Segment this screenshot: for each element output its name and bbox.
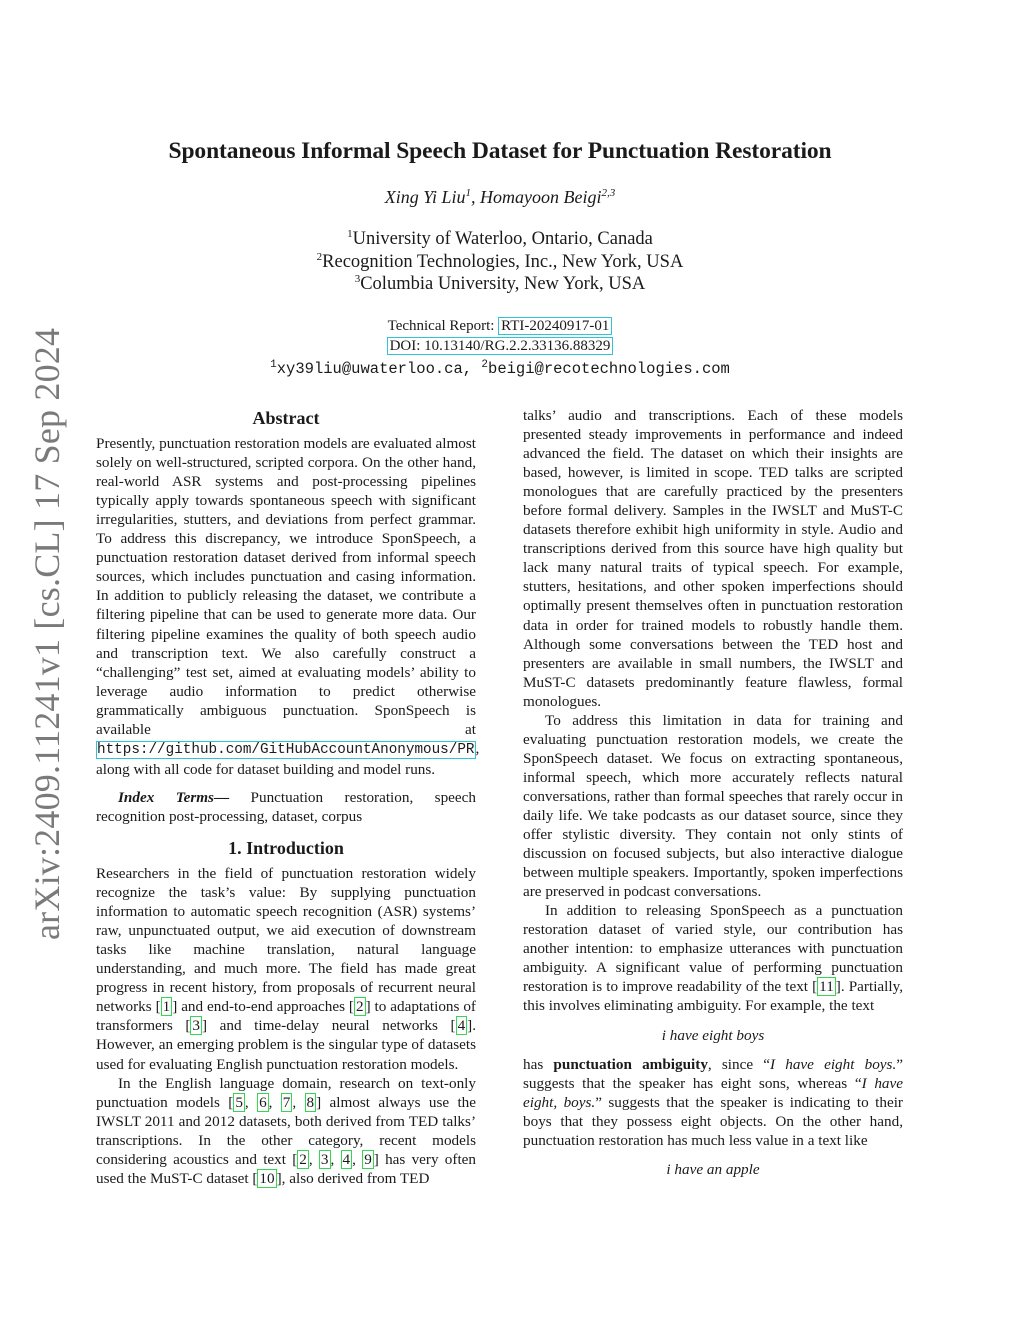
right-column — [523, 406, 903, 1189]
abstract-heading: Abstract — [252, 408, 320, 428]
index-terms: Index Terms— Punctuation restoration, speech recognition post-processing, dataset, corpus — [96, 788, 476, 825]
citation[interactable]: 3 — [192, 1017, 200, 1035]
citation[interactable]: 2 — [355, 998, 364, 1016]
affiliation-1: $^1$University of Waterloo, Ontario, Canada — [347, 227, 653, 249]
example-1: i have eight boys — [661, 1026, 765, 1044]
technical-report — [0, 316, 1000, 356]
intro-paragraph-4: To address this limitation in data for training and evaluating punctuation restoration models, we create the SponSpeech dataset. We focus on extracting spontaneous, informal speech, which more accurately reflects natural conversations, rather than formal speeches that rarely occur in daily life. We take podcasts as our dataset source, since they offer stylistic diversity. They contain not only stints of discussion on focused subjects, but also interactive dialogue between multiple speakers. Importantly, spoken imperfections are preserved in podcast conversations. — [523, 711, 903, 901]
intro-paragraph-6: has punctuation ambiguity, since “I have eight boys.” suggests that the speaker has eight sons, whereas “I have eight, boys.” suggests that the speaker is indicating to their boys that they possess eight objects. On the other hand, punctuation restoration has much less value in a text like — [523, 1055, 904, 1149]
author-separator: , — [470, 187, 480, 207]
intro-heading: 1. Introduction — [228, 837, 344, 858]
github-link[interactable]: https://github.com/GitHubAccountAnonymous/PR — [97, 741, 475, 758]
author-2: Homayoon Beigi — [479, 187, 602, 207]
arxiv-side-label: arXiv:2409.11241v1 [cs.CL] 17 Sep 2024 — [27, 327, 67, 940]
citation[interactable]: 11 — [819, 978, 834, 996]
intro-paragraph-2: In the English language domain, research on text-only punctuation models [ 5 , 6 , 7 , 8 ] almost always use the IWSLT 2011 and 2012 datasets, both derived from TED talks’ transcriptions. In the other category, recent models considering acoustics and text [ 2 , 3 , 4 , 9 ] has very often used the MuST-C dataset [ 10 ], also derived from TED — [96, 1074, 477, 1187]
example-2: i have an apple — [666, 1160, 760, 1178]
paper-title: Spontaneous Informal Speech Dataset for Punctuation Restoration — [168, 138, 832, 164]
intro-paragraph-5: In addition to releasing SponSpeech as a punctuation restoration dataset of varied style, our contribution has another intention: to emphasize utterances with punctuation ambiguity. A significant value of performing punctuation restoration is to improve readability of the text [ 11 ]. Partially, this involves eliminating ambiguity. For example, the text — [523, 902, 904, 1015]
citation[interactable]: 7 — [282, 1093, 291, 1111]
author-2-affil: 2,3 — [601, 187, 616, 199]
left-column — [96, 405, 480, 1188]
author-line — [0, 187, 1000, 208]
author-1-affil: 1 — [465, 187, 471, 199]
citation[interactable]: 10 — [259, 1169, 275, 1187]
affiliations — [0, 228, 1000, 296]
email-2: beigi@recotechnologies.com — [488, 360, 730, 378]
citation[interactable]: 5 — [235, 1093, 243, 1111]
citation[interactable]: 4 — [457, 1017, 466, 1035]
author-1: Xing Yi Liu — [384, 187, 466, 207]
citation[interactable]: 8 — [306, 1093, 315, 1111]
email-1: xy39liu@uwaterloo.ca, — [276, 360, 473, 378]
citation[interactable]: 2 — [299, 1150, 307, 1168]
citation[interactable]: 6 — [259, 1093, 267, 1111]
intro-paragraph-3: talks’ audio and transcriptions. Each of these models presented steady improvements in performance and indeed advanced the field. The dataset on which their insights are based, however, is limited in scope. TED talks are scripted monologues that are carefully practiced by the presenters before formal delivery. Samples in the IWSLT and MuST-C datasets therefore exhibit high uniformity in style. Audio and transcriptions derived from this source have high quality but lack many natural traits of typical speech. For example, stutters, hesitations, and other spoken imperfections should optimally present themselves often in punctuation restoration data in order for trained models to robustly handle them. Although some conversations between the TED host and presenters are available in small numbers, the IWSLT and MuST-C datasets predominantly feature flawless, formal monologues. — [523, 407, 903, 710]
report-label: Technical Report: — [387, 318, 499, 334]
intro-paragraph-1: Researchers in the field of punctuation restoration widely recognize the task’s value: By supplying punctuation information to automatic speech recognition (ASR) systems’ raw, unpunctuated output, we aid execution of downstream tasks like machine translation, natural language understanding, and much more. The field has made great progress in recent history, from proposals of recurrent neural networks [ 1 ] and end-to-end approaches [ 2 ] to adaptations of transformers [ 3 ] and time-delay neural networks [ 4 ]. However, an emerging problem is the singular type of datasets used for evaluating English punctuation restoration models. — [96, 865, 477, 1073]
citation[interactable]: 3 — [320, 1150, 329, 1168]
affiliation-2: $^2$Recognition Technologies, Inc., New York, USA — [316, 250, 684, 272]
doi-link[interactable]: DOI: 10.13140/RG.2.2.33136.88329 — [387, 337, 614, 355]
abstract-text: Presently, punctuation restoration models are evaluated almost solely on well-structured, scripted corpora. On the other hand, real-world ASR systems and post-processing pipelines typically apply towards spontaneous speech with significant irregularities, stutters, and deviations from perfect grammar. To address this discrepancy, we introduce SponSpeech, a punctuation restoration dataset derived from informal speech sources, which includes punctuation and casing information. In addition to publicly releasing the dataset, we contribute a filtering pipeline that can be used to generate more data. Our filtering pipeline examines the quality of both speech audio and transcription text. We also carefully construct a “challenging” test set, aimed at evaluating models’ ability to leverage audio information to predict otherwise grammatically ambiguous punctuation. SponSpeech is available at https://github.com/GitHubAccountAnonymous/PR, along with all code for dataset building and model runs. — [96, 435, 480, 778]
citation[interactable]: 1 — [162, 998, 171, 1016]
report-id-link[interactable]: RTI-20240917-01 — [498, 317, 612, 335]
emails: $^1$xy39liu@uwaterloo.ca, $^2$beigi@recotechnologies.com — [270, 358, 730, 378]
citation[interactable]: 9 — [364, 1150, 372, 1168]
citation[interactable]: 4 — [342, 1150, 351, 1168]
affiliation-3: $^3$Columbia University, New York, USA — [354, 272, 646, 294]
